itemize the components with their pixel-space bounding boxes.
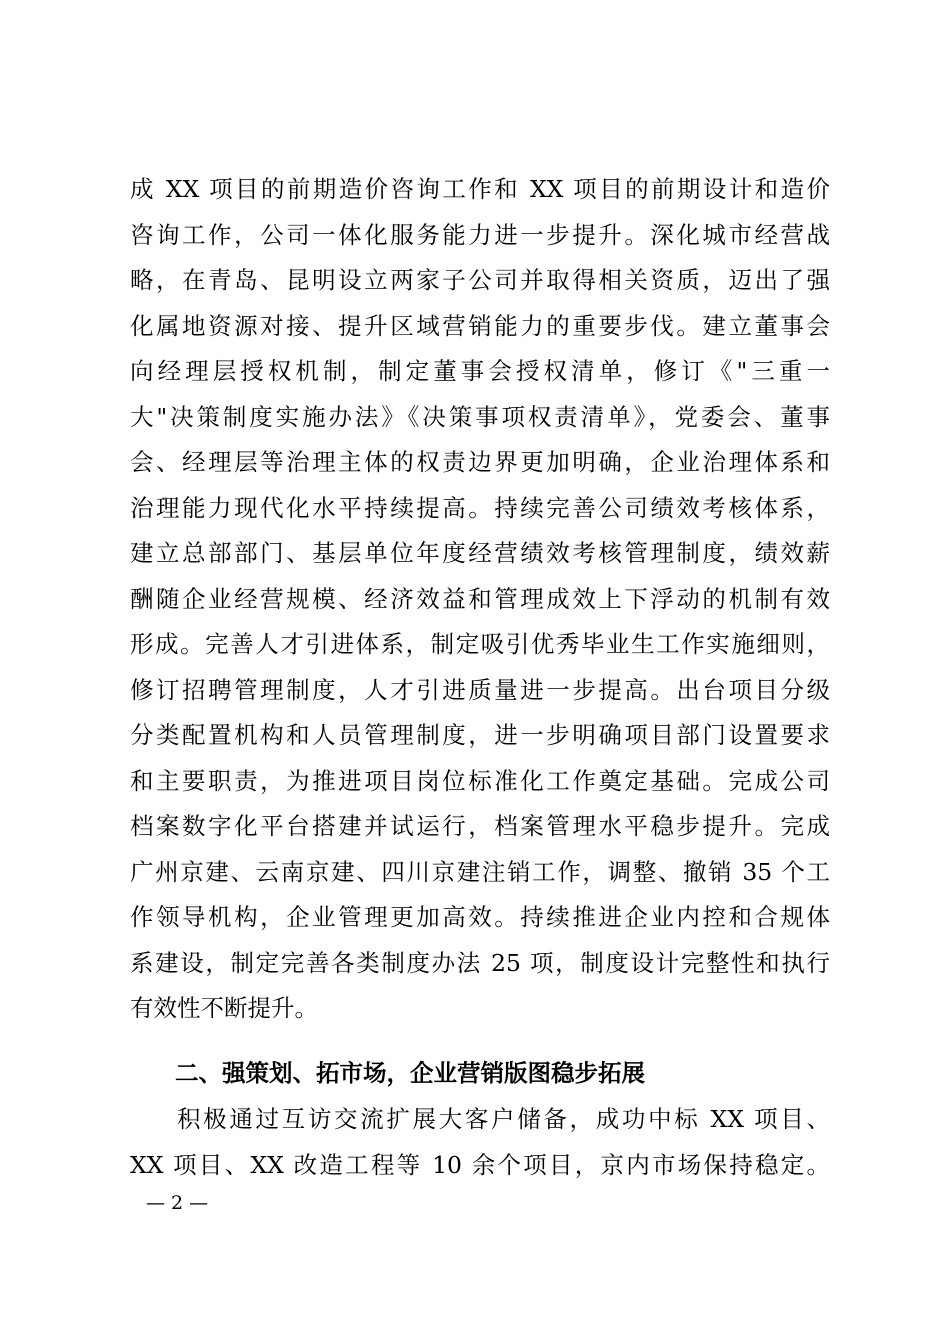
paragraph-line: 形成。完善人才引进体系，制定吸引优秀毕业生工作实施细则，	[130, 630, 830, 658]
paragraph-line: 向经理层授权机制，制定董事会授权清单，修订《"三重一	[130, 357, 830, 385]
paragraph-line: 治理能力现代化水平持续提高。持续完善公司绩效考核体系，	[130, 493, 830, 522]
paragraph-line: 成 XX 项目的前期造价咨询工作和 XX 项目的前期设计和造价	[130, 175, 830, 203]
paragraph-line: XX 项目、XX 改造工程等 10 余个项目，京内市场保持稳定。	[130, 1150, 830, 1179]
paragraph-line: 积极通过互访交流扩展大客户储备，成功中标 XX 项目、	[177, 1105, 830, 1133]
page-number: — 2 —	[146, 1192, 209, 1214]
paragraph-line: 修订招聘管理制度，人才引进质量进一步提高。出台项目分级	[130, 675, 830, 704]
paragraph-line: 略，在青岛、昆明设立两家子公司并取得相关资质，迈出了强	[130, 266, 830, 294]
paragraph-line: 系建设，制定完善各类制度办法 25 项，制度设计完整性和执行	[130, 948, 830, 977]
paragraph-line: 会、经理层等治理主体的权责边界更加明确，企业治理体系和	[130, 448, 830, 476]
section-heading: 二、强策划、拓市场，企业营销版图稳步拓展	[175, 1059, 645, 1087]
body-paragraph	[130, 167, 830, 1032]
body-paragraph-2	[130, 1097, 830, 1188]
paragraph-line: 档案数字化平台搭建并试运行，档案管理水平稳步提升。完成	[130, 812, 830, 840]
paragraph-line: 有效性不断提升。	[130, 994, 318, 1022]
paragraph-line: 分类配置机构和人员管理制度，进一步明确项目部门设置要求	[130, 721, 830, 749]
paragraph-line: 化属地资源对接、提升区域营销能力的重要步伐。建立董事会	[130, 311, 830, 340]
paragraph-line: 咨询工作，公司一体化服务能力进一步提升。深化城市经营战	[130, 220, 830, 249]
paragraph-line: 大"决策制度实施办法》《决策事项权责清单》，党委会、董事	[130, 402, 830, 431]
paragraph-line: 广州京建、云南京建、四川京建注销工作，调整、撤销 35 个工	[130, 857, 830, 886]
paragraph-line: 酬随企业经营规模、经济效益和管理成效上下浮动的机制有效	[130, 584, 830, 613]
paragraph-line: 作领导机构，企业管理更加高效。持续推进企业内控和合规体	[130, 903, 830, 931]
paragraph-line: 和主要职责，为推进项目岗位标准化工作奠定基础。完成公司	[130, 766, 830, 795]
paragraph-line: 建立总部部门、基层单位年度经营绩效考核管理制度，绩效薪	[130, 539, 830, 567]
